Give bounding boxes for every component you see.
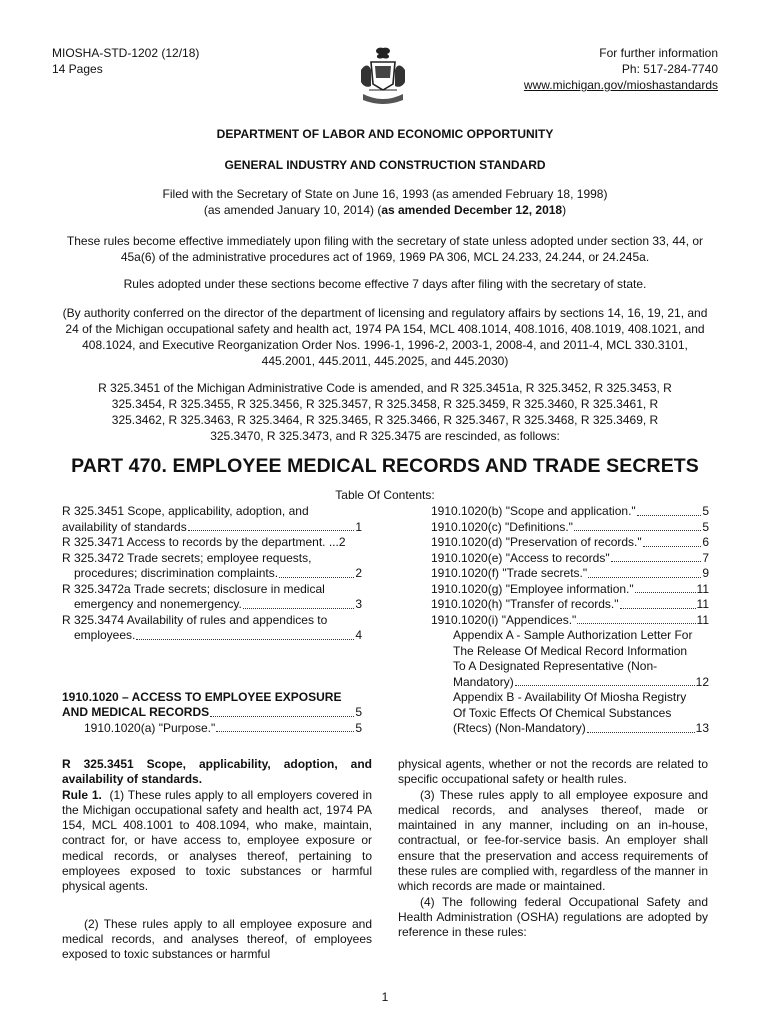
toc-page-number: 13 (695, 721, 709, 735)
toc-appendix-a[interactable] (431, 628, 709, 690)
toc-item[interactable] (62, 551, 362, 582)
toc-item[interactable] (431, 551, 709, 567)
michigan-seal-icon (355, 44, 411, 108)
toc-item-line: To A Designated Representative (Non- (453, 659, 658, 673)
toc-page-number: 5 (702, 519, 709, 534)
toc-item[interactable] (62, 535, 362, 551)
filed-line-2-post: ) (562, 203, 567, 217)
toc-item-line: The Release Of Medical Record Information (453, 643, 688, 658)
header-left (52, 45, 199, 77)
toc-page-number: 5 (702, 504, 709, 518)
toc-item-line: R 325.3451 Scope, applicability, adoption, and (62, 504, 309, 518)
toc-item[interactable] (62, 721, 362, 737)
authority-paragraph: (By authority conferred on the director of the department of licensing and regulatory affairs by sections 14, 16, 19, 21, and 24 of the Michigan occupational safety and health act, 1974 PA 154, MCL 408.1014, 408.1016, 408.1019, 408.1021, and 408.1024, and Executive Reorganization Order Nos. 1996-1, 1996-2, 2003-1, 2008-4, and 2011-4, MCL 330.3101, 445.2001, 445.2011, 445.2025, and 445.2030) (62, 306, 708, 368)
toc-caption: Table Of Contents: (335, 488, 435, 502)
toc-section-head[interactable] (62, 690, 362, 721)
website-link[interactable]: www.michigan.gov/mioshastandards (523, 78, 718, 92)
toc-appendix-b[interactable] (431, 690, 709, 737)
filed-statement (52, 186, 718, 218)
toc-item-line: 1910.1020(b) "Scope and application." (431, 504, 636, 518)
part-title: PART 470. EMPLOYEE MEDICAL RECORDS AND TRADE SECRETS (71, 455, 699, 477)
rule-paragraph-3: (3) These rules apply to all employee exposure and medical records, and analyses thereof, made or maintained in any manner, including on an in-house, contractual, or fee-for-service basis. An employer shall ensure that the preservation and access requirements of these rules are complied with, regardless of the manner in which records are made or maintained. (398, 787, 708, 894)
rule-heading: R 325.3451 Scope, applicability, adoption, and availability of standards. (62, 757, 372, 787)
rule-label: Rule 1. (62, 787, 102, 802)
toc-item[interactable] (431, 597, 709, 613)
toc-item-line: procedures; discrimination complaints. (74, 566, 279, 580)
toc-item-line: 1910.1020(e) "Access to records" (431, 550, 610, 565)
filed-line-2 (52, 202, 718, 218)
rule-paragraph-2-continued: physical agents, whether or not the records are related to specific occupational safety or health rules. (398, 757, 708, 787)
toc-page-number: 2 (338, 535, 346, 549)
toc-item-line: R 325.3471 Access to records by the department. ... (62, 535, 339, 549)
toc-item-line: 1910.1020(a) "Purpose." (84, 720, 216, 735)
toc-page-number: 5 (355, 705, 362, 719)
toc-right-column (431, 504, 709, 737)
toc-item-line: 1910.1020(d) "Preservation of records." (431, 535, 642, 549)
toc-item[interactable] (62, 582, 362, 613)
toc-page-number: 2 (355, 566, 362, 580)
department-title: DEPARTMENT OF LABOR AND ECONOMIC OPPORTUNITY (216, 127, 554, 141)
toc-item[interactable] (431, 520, 709, 536)
toc-item-line: R 325.3472a Trade secrets; disclosure in medical (62, 581, 325, 596)
toc-page-number: 6 (702, 535, 709, 549)
toc-item-line: emergency and nonemergency. (74, 597, 242, 611)
toc-item-line: Appendix A - Sample Authorization Letter For (453, 628, 693, 642)
rule-paragraph-4: (4) The following federal Occupational Safety and Health Administration (OSHA) regulations are adopted by reference in these rules: (398, 894, 708, 940)
toc-item[interactable] (431, 566, 709, 582)
toc-item-line: R 325.3472 Trade secrets; employee requests, (62, 550, 312, 565)
toc-item-line: 1910.1020(h) "Transfer of records." (431, 597, 619, 611)
toc-item-line: 1910.1020(i) "Appendices." (431, 612, 577, 627)
toc-item[interactable] (431, 535, 709, 551)
document-id: MIOSHA-STD-1202 (12/18) (52, 46, 200, 60)
page-number: 1 (381, 990, 389, 1004)
toc-section-line: 1910.1020 – ACCESS TO EMPLOYEE EXPOSURE (62, 689, 342, 704)
toc-item-line: (Rtecs) (Non-Mandatory) (453, 721, 586, 735)
amended-paragraph: R 325.3451 of the Michigan Administrative Code is amended, and R 325.3451a, R 325.3452, R 325.3453, R 325.3454, R 325.3455, R 325.3456, R 325.3457, R 325.3458, R 325.3459, R 325.3460, R 325.3461, R 325.3462, R 325.3463, R 325.3464, R 325.3465, R 325.3466, R 325.3467, R 325.3468, R 325.3469, R 325.3470, R 325.3473, and R 325.3475 are rescinded, as follows: (98, 381, 672, 443)
toc-page-number: 7 (702, 550, 709, 565)
toc-left-column (62, 504, 362, 736)
filed-line-2-pre: (as amended January 10, 2014) ( (203, 203, 382, 217)
toc-page-number: 3 (355, 597, 362, 611)
toc-item[interactable] (431, 613, 709, 629)
toc-item-line: 1910.1020(f) "Trade secrets." (431, 566, 588, 580)
toc-page-number: 11 (696, 597, 709, 611)
toc-item-line: Appendix B - Availability Of Miosha Registry (453, 690, 687, 704)
rule-paragraph-1-text: (1) These rules apply to all employers covered in the Michigan occupational safety and health act, 1974 PA 154, MCL 408.1001 to 408.1094, who make, maintain, contract for, or have access to, employee exposure or medical records, or analyses thereof, pertaining to employees exposed to toxic substances or harmful physical agents. (62, 787, 372, 894)
toc-page-number: 4 (355, 628, 362, 642)
filed-line-1: Filed with the Secretary of State on June 16, 1993 (as amended February 18, 1998) (162, 187, 608, 201)
rules-adopted-paragraph: Rules adopted under these sections become effective 7 days after filing with the secretary of state. (123, 277, 647, 291)
toc-item[interactable] (431, 582, 709, 598)
toc-page-number: 5 (355, 720, 362, 735)
header-right (524, 45, 718, 93)
standard-type: GENERAL INDUSTRY AND CONSTRUCTION STANDARD (224, 158, 546, 172)
toc-item[interactable] (431, 504, 709, 520)
toc-section-line: AND MEDICAL RECORDS (62, 705, 210, 719)
toc-page-number: 1 (355, 519, 362, 534)
toc-page-number: 9 (702, 566, 709, 580)
toc-page-number: 11 (696, 612, 709, 627)
rule-paragraph-2: (2) These rules apply to all employee exposure and medical records, and analyses thereof, of employees exposed to toxic substances or harmful (62, 916, 372, 962)
toc-page-number: 12 (695, 674, 709, 689)
effective-paragraph: These rules become effective immediately upon filing with the secretary of state unless adopted under section 33, 44, or 45a(6) of the administrative procedures act of 1969, 1969 PA 306, MCL 24.233, 24.244, or 24.245a. (66, 234, 704, 264)
body-left-column (62, 757, 372, 963)
toc-item-line: 1910.1020(c) "Definitions." (431, 519, 573, 534)
page-count: 14 Pages (52, 62, 103, 76)
toc-item-line: Mandatory) (453, 674, 514, 689)
toc-item-line: employees. (74, 628, 136, 642)
body-right-column (398, 757, 708, 941)
rule-paragraph-1 (62, 788, 372, 895)
toc-page-number: 11 (696, 581, 709, 596)
toc-item-line: availability of standards (62, 519, 187, 534)
toc-item[interactable] (62, 613, 362, 644)
phone-number: Ph: 517-284-7740 (621, 62, 718, 76)
info-label: For further information (599, 46, 718, 60)
toc-item-line: R 325.3474 Availability of rules and appendices to (62, 612, 328, 627)
filed-latest-amendment: as amended December 12, 2018 (381, 203, 563, 217)
toc-item[interactable] (62, 504, 362, 535)
toc-item-line: 1910.1020(g) "Employee information." (431, 581, 634, 596)
toc-item-line: Of Toxic Effects Of Chemical Substances (453, 705, 672, 720)
